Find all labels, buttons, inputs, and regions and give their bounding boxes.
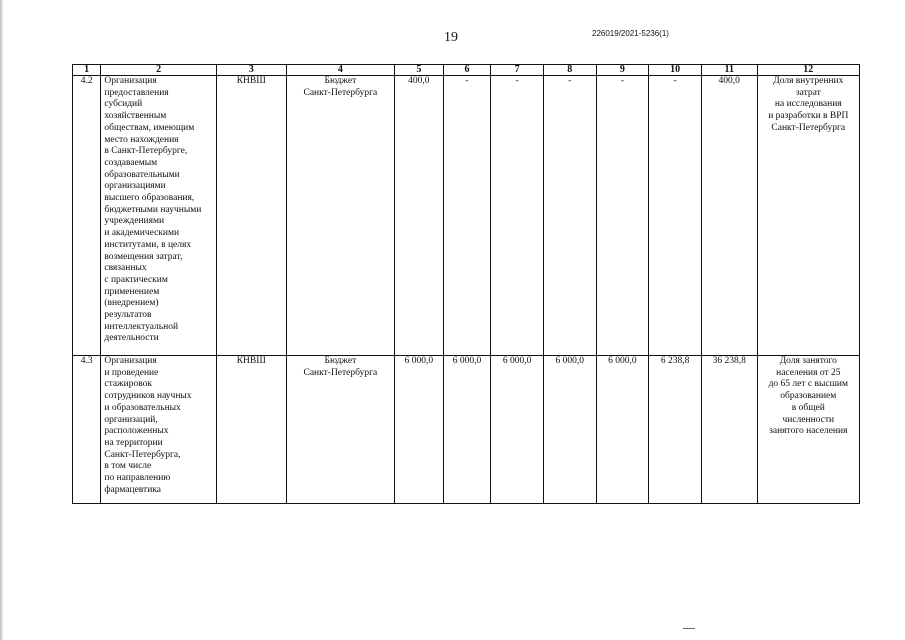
column-header: 6 — [443, 65, 491, 76]
value-cell: - — [543, 76, 596, 356]
column-header: 7 — [491, 65, 544, 76]
indicator: Доля занятого населения от 25 до 65 лет с высшим образованием в общей численности занятого населения — [757, 356, 859, 504]
column-header: 1 — [73, 65, 101, 76]
activity-name: Организация предоставления субсидий хозяйственным обществам, имеющим место нахождения в Санкт-Петербурге, создаваемым образовательными организациями высшего образования, бюджетными научными учреждениями и академическими институтами, в целях возмещения затрат, связанных с практическим применением (внедрением) результатов интеллектуальной деятельности — [101, 76, 216, 356]
value-cell: - — [596, 76, 649, 356]
value-cell: - — [443, 76, 491, 356]
column-header: 10 — [649, 65, 702, 76]
program-table — [72, 64, 860, 504]
document-code: 226019/2021-5236(1) — [592, 29, 669, 38]
value-cell: - — [649, 76, 702, 356]
value-cell: 6 000,0 — [443, 356, 491, 504]
value-cell: 6 000,0 — [596, 356, 649, 504]
indicator: Доля внутренних затрат на исследования и разработки в ВРП Санкт-Петербурга — [757, 76, 859, 356]
table-row — [73, 76, 860, 356]
total-value-cell: 36 238,8 — [701, 356, 757, 504]
column-header: 12 — [757, 65, 859, 76]
funding-source: Бюджет Санкт-Петербурга — [286, 356, 394, 504]
table-header-row — [73, 65, 860, 76]
funding-source: Бюджет Санкт-Петербурга — [286, 76, 394, 356]
page-number: 19 — [444, 30, 458, 45]
value-cell: - — [491, 76, 544, 356]
column-header: 11 — [701, 65, 757, 76]
column-header: 2 — [101, 65, 216, 76]
value-cell: 6 000,0 — [395, 356, 444, 504]
value-cell: 6 000,0 — [491, 356, 544, 504]
executor: КНВШ — [216, 356, 286, 504]
total-value-cell: 400,0 — [701, 76, 757, 356]
activity-name: Организация и проведение стажировок сотрудников научных и образовательных организаций, расположенных на территории Санкт-Петербурга, в том числе по направлению фармацевтика — [101, 356, 216, 504]
column-header: 8 — [543, 65, 596, 76]
column-header: 9 — [596, 65, 649, 76]
scan-artifact — [683, 628, 695, 629]
value-cell: 6 238,8 — [649, 356, 702, 504]
executor: КНВШ — [216, 76, 286, 356]
value-cell: 400,0 — [395, 76, 444, 356]
scan-edge-shadow — [0, 0, 3, 640]
column-header: 5 — [395, 65, 444, 76]
row-number: 4.3 — [73, 356, 101, 504]
table-row — [73, 356, 860, 504]
value-cell: 6 000,0 — [543, 356, 596, 504]
row-number: 4.2 — [73, 76, 101, 356]
column-header: 3 — [216, 65, 286, 76]
column-header: 4 — [286, 65, 394, 76]
